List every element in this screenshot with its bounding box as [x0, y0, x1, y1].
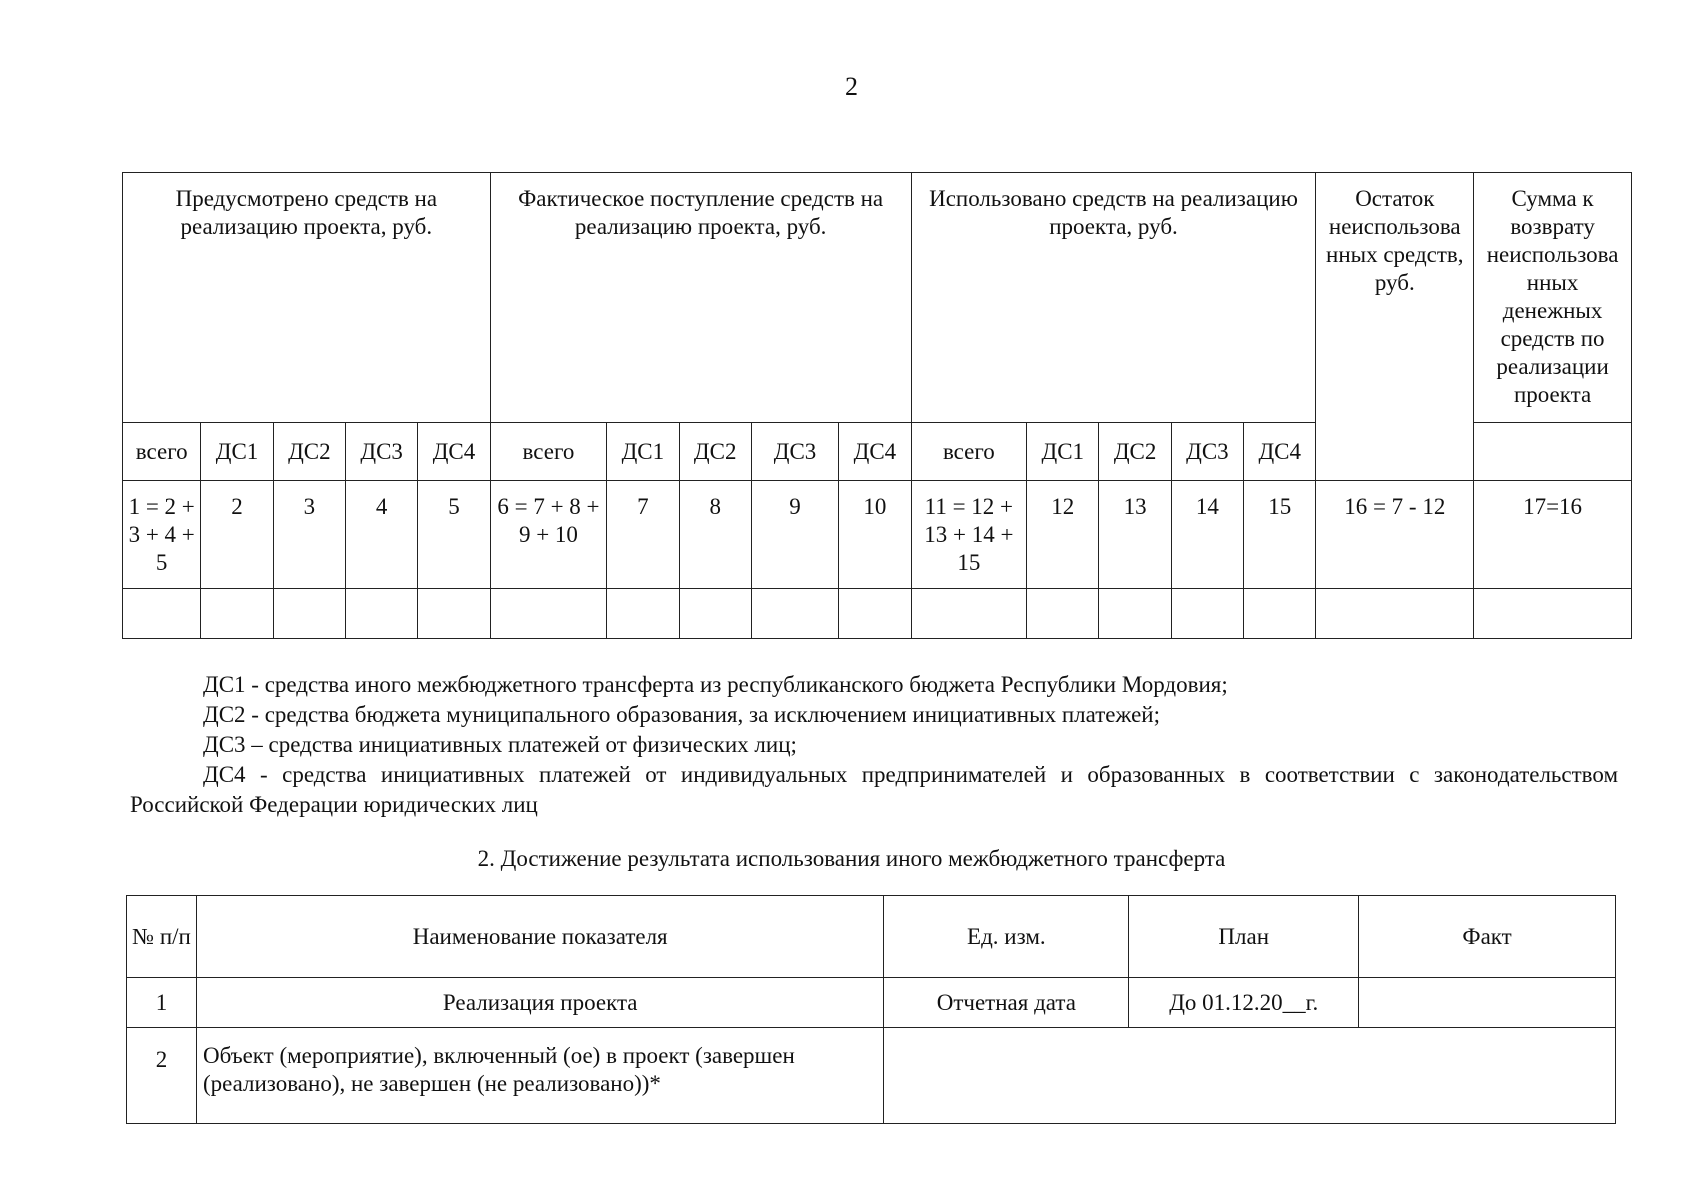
- sub-header-cell: ДС2: [1099, 423, 1171, 481]
- column-number-cell: 17=16: [1474, 481, 1632, 589]
- legend-item: ДС2 - средства бюджета муниципального образования, за исключением инициативных платежей;: [203, 702, 1160, 727]
- column-number-cell: 8: [679, 481, 751, 589]
- row-indicator-name: Объект (мероприятие), включенный (ое) в проект (завершен (реализовано), не завершен (не реализовано))*: [196, 1028, 883, 1124]
- sub-header-cell: ДС4: [839, 423, 911, 481]
- sub-header-cell: ДС1: [607, 423, 679, 481]
- legend-item: ДС1 - средства иного межбюджетного трансферта из республиканского бюджета Республики Мордовия;: [203, 672, 1228, 697]
- section-title: 2. Достижение результата использования иного межбюджетного трансферта: [477, 846, 1226, 871]
- column-number-cell: 4: [346, 481, 418, 589]
- table-row: [127, 978, 1616, 1028]
- table-row: [127, 1028, 1616, 1124]
- header-unit: Ед. изм.: [884, 896, 1129, 978]
- sub-header-cell: ДС1: [1027, 423, 1099, 481]
- sub-header-cell: ДС1: [201, 423, 273, 481]
- column-number-cell: 1 = 2 + 3 + 4 + 5: [123, 481, 201, 589]
- sub-header-empty: [1474, 423, 1632, 481]
- row-fact: [1359, 978, 1616, 1028]
- row-number: 2: [127, 1028, 197, 1124]
- column-number-cell: 14: [1171, 481, 1243, 589]
- row-merged-empty: [884, 1028, 1616, 1124]
- sub-header-cell: ДС2: [273, 423, 345, 481]
- page-number: 2: [845, 72, 858, 101]
- sub-header-cell: ДС4: [1244, 423, 1316, 481]
- header-fact: Факт: [1359, 896, 1616, 978]
- header-remainder: Остаток неиспользова нных средств, руб.: [1316, 173, 1474, 481]
- sub-header-cell: ДС2: [679, 423, 751, 481]
- column-number-cell: 2: [201, 481, 273, 589]
- group-header-planned: Предусмотрено средств на реализацию проекта, руб.: [123, 173, 491, 423]
- results-table: [126, 895, 1616, 1124]
- column-number-cell: 15: [1244, 481, 1316, 589]
- legend-item: ДС3 – средства инициативных платежей от физических лиц;: [203, 732, 797, 757]
- sub-header-cell: всего: [490, 423, 607, 481]
- column-number-cell: 7: [607, 481, 679, 589]
- header-number: № п/п: [127, 896, 197, 978]
- legend: [130, 670, 1618, 820]
- column-number-cell: 9: [751, 481, 838, 589]
- sub-header-cell: ДС3: [346, 423, 418, 481]
- column-number-cell: 3: [273, 481, 345, 589]
- sub-header-cell: всего: [911, 423, 1027, 481]
- sub-header-cell: ДС3: [1171, 423, 1243, 481]
- sub-header-cell: всего: [123, 423, 201, 481]
- row-plan: До 01.12.20__г.: [1129, 978, 1359, 1028]
- column-number-cell: 10: [839, 481, 911, 589]
- sub-header-cell: ДС3: [751, 423, 838, 481]
- table-row-empty: [123, 589, 1632, 639]
- column-number-cell: 5: [418, 481, 490, 589]
- group-header-received: Фактическое поступление средств на реализацию проекта, руб.: [490, 173, 911, 423]
- sub-header-cell: ДС4: [418, 423, 490, 481]
- column-number-cell: 16 = 7 - 12: [1316, 481, 1474, 589]
- header-plan: План: [1129, 896, 1359, 978]
- column-number-cell: 13: [1099, 481, 1171, 589]
- header-refund: Сумма к возврату неиспользова нных денежных средств по реализации проекта: [1474, 173, 1632, 423]
- legend-item: ДС4 - средства инициативных платежей от индивидуальных предпринимателей и образованных в соответствии с законодательством Российской Федерации юридических лиц: [130, 762, 1618, 817]
- header-indicator-name: Наименование показателя: [196, 896, 883, 978]
- funds-table: [122, 172, 1632, 639]
- column-number-cell: 6 = 7 + 8 + 9 + 10: [490, 481, 607, 589]
- row-number: 1: [127, 978, 197, 1028]
- row-unit: Отчетная дата: [884, 978, 1129, 1028]
- column-number-cell: 12: [1027, 481, 1099, 589]
- row-indicator-name: Реализация проекта: [196, 978, 883, 1028]
- group-header-used: Использовано средств на реализацию проекта, руб.: [911, 173, 1316, 423]
- column-number-cell: 11 = 12 + 13 + 14 + 15: [911, 481, 1027, 589]
